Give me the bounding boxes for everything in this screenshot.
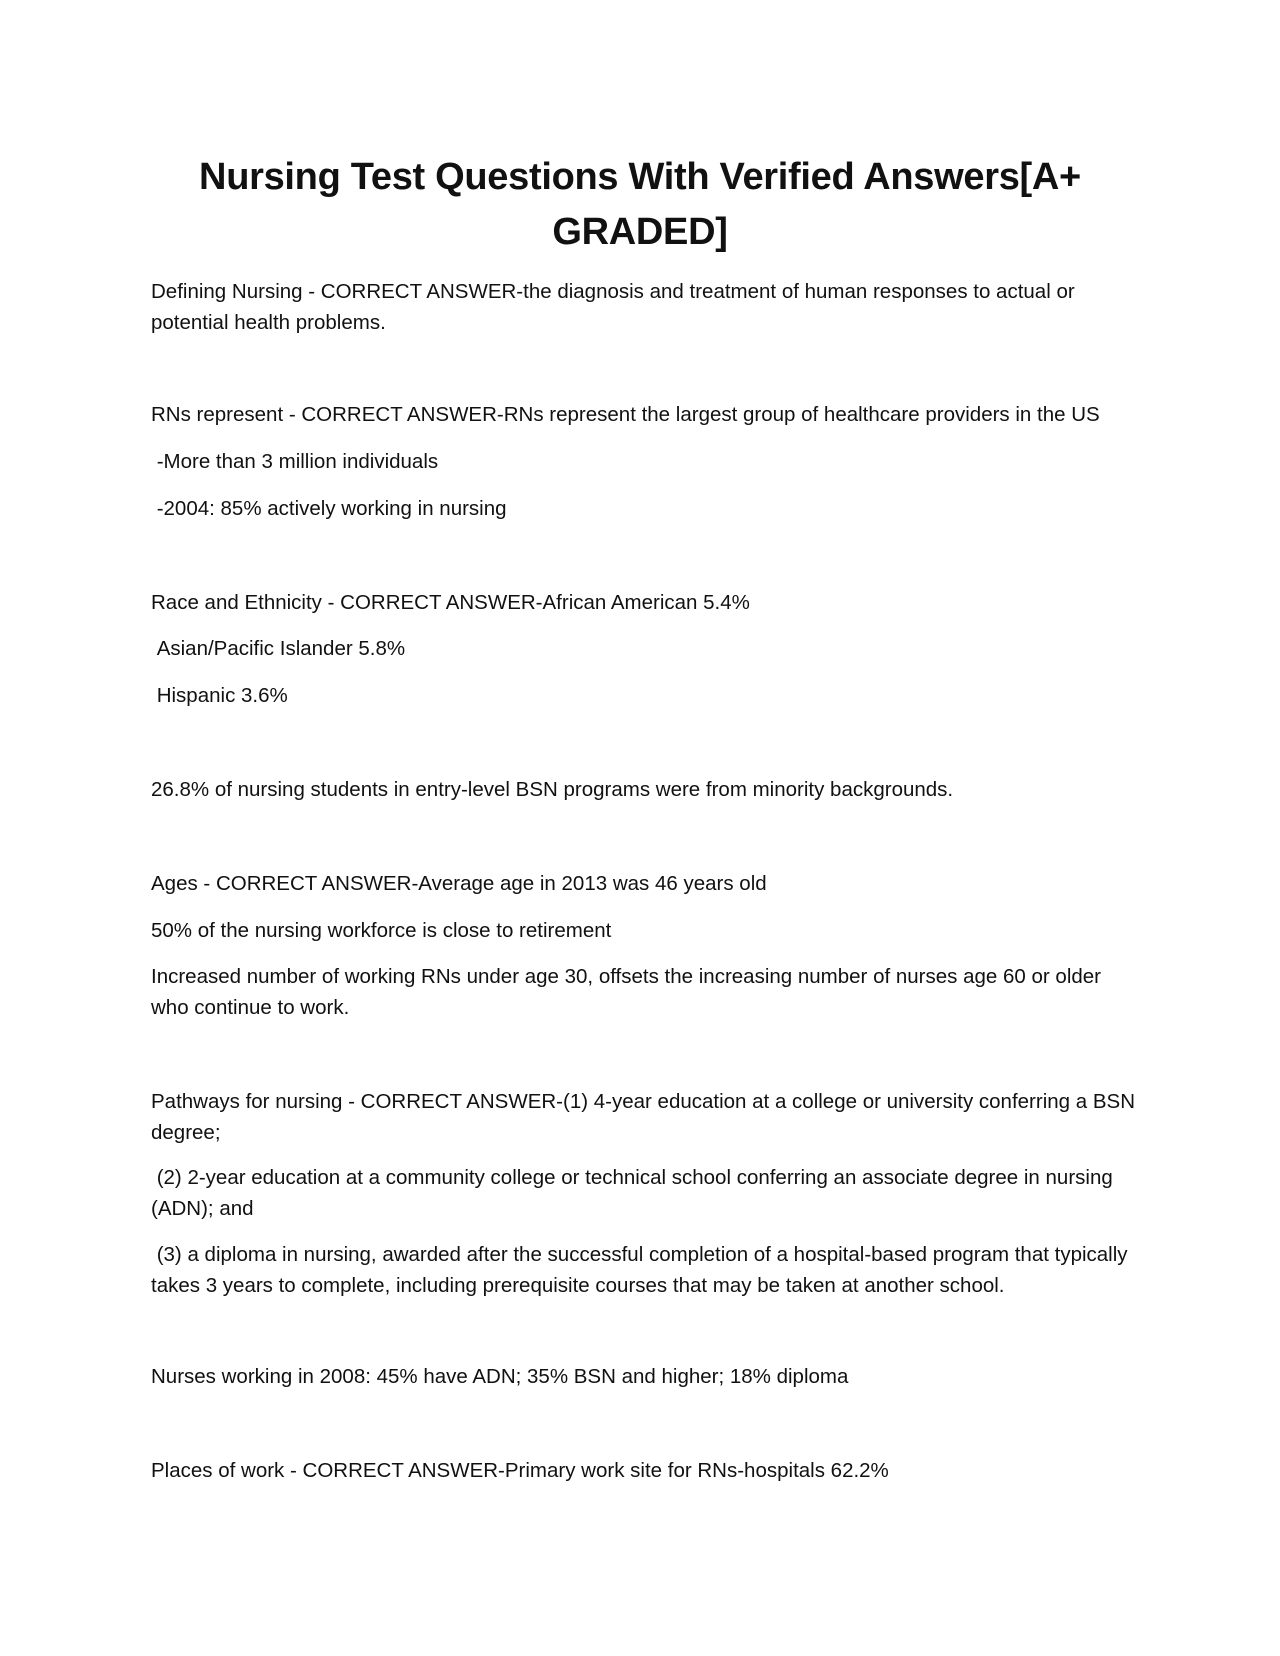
paragraph-pathway-diploma: (3) a diploma in nursing, awarded after the successful completion of a hospital-based program that typically takes 3 years to complete, including prerequisite courses that may be taken at another school. (151, 1243, 1134, 1297)
paragraph-race-ethnicity: Race and Ethnicity - CORRECT ANSWER-African American 5.4% (151, 591, 750, 614)
paragraph-nurses-2008: Nurses working in 2008: 45% have ADN; 35% BSN and higher; 18% diploma (151, 1365, 849, 1388)
paragraph-rns-represent: RNs represent - CORRECT ANSWER-RNs represent the largest group of healthcare providers in the US (151, 403, 1100, 426)
paragraph-minority-students: 26.8% of nursing students in entry-level BSN programs were from minority backgrounds. (151, 778, 954, 801)
paragraph-under-30: Increased number of working RNs under age 30, offsets the increasing number of nurses age 60 or older who continue to work. (151, 965, 1107, 1019)
paragraph-rns-2004: -2004: 85% actively working in nursing (151, 497, 507, 520)
paragraph-rns-count: -More than 3 million individuals (151, 450, 439, 473)
paragraph-retirement: 50% of the nursing workforce is close to retirement (151, 919, 612, 942)
paragraph-pathway-adn: (2) 2-year education at a community college or technical school conferring an associate degree in nursing (ADN); and (151, 1166, 1119, 1220)
paragraph-hispanic: Hispanic 3.6% (151, 684, 288, 707)
paragraph-asian-pacific: Asian/Pacific Islander 5.8% (151, 637, 406, 660)
paragraph-ages: Ages - CORRECT ANSWER-Average age in 2013 was 46 years old (151, 872, 767, 895)
document-title: Nursing Test Questions With Verified Answers[A+ GRADED] (199, 156, 1081, 253)
paragraph-pathways: Pathways for nursing - CORRECT ANSWER-(1) 4-year education at a college or university conferring a BSN degree; (151, 1090, 1141, 1144)
paragraph-places-of-work: Places of work - CORRECT ANSWER-Primary work site for RNs-hospitals 62.2% (151, 1459, 889, 1482)
paragraph-defining-nursing: Defining Nursing - CORRECT ANSWER-the diagnosis and treatment of human responses to actual or potential health problems. (151, 280, 1081, 334)
